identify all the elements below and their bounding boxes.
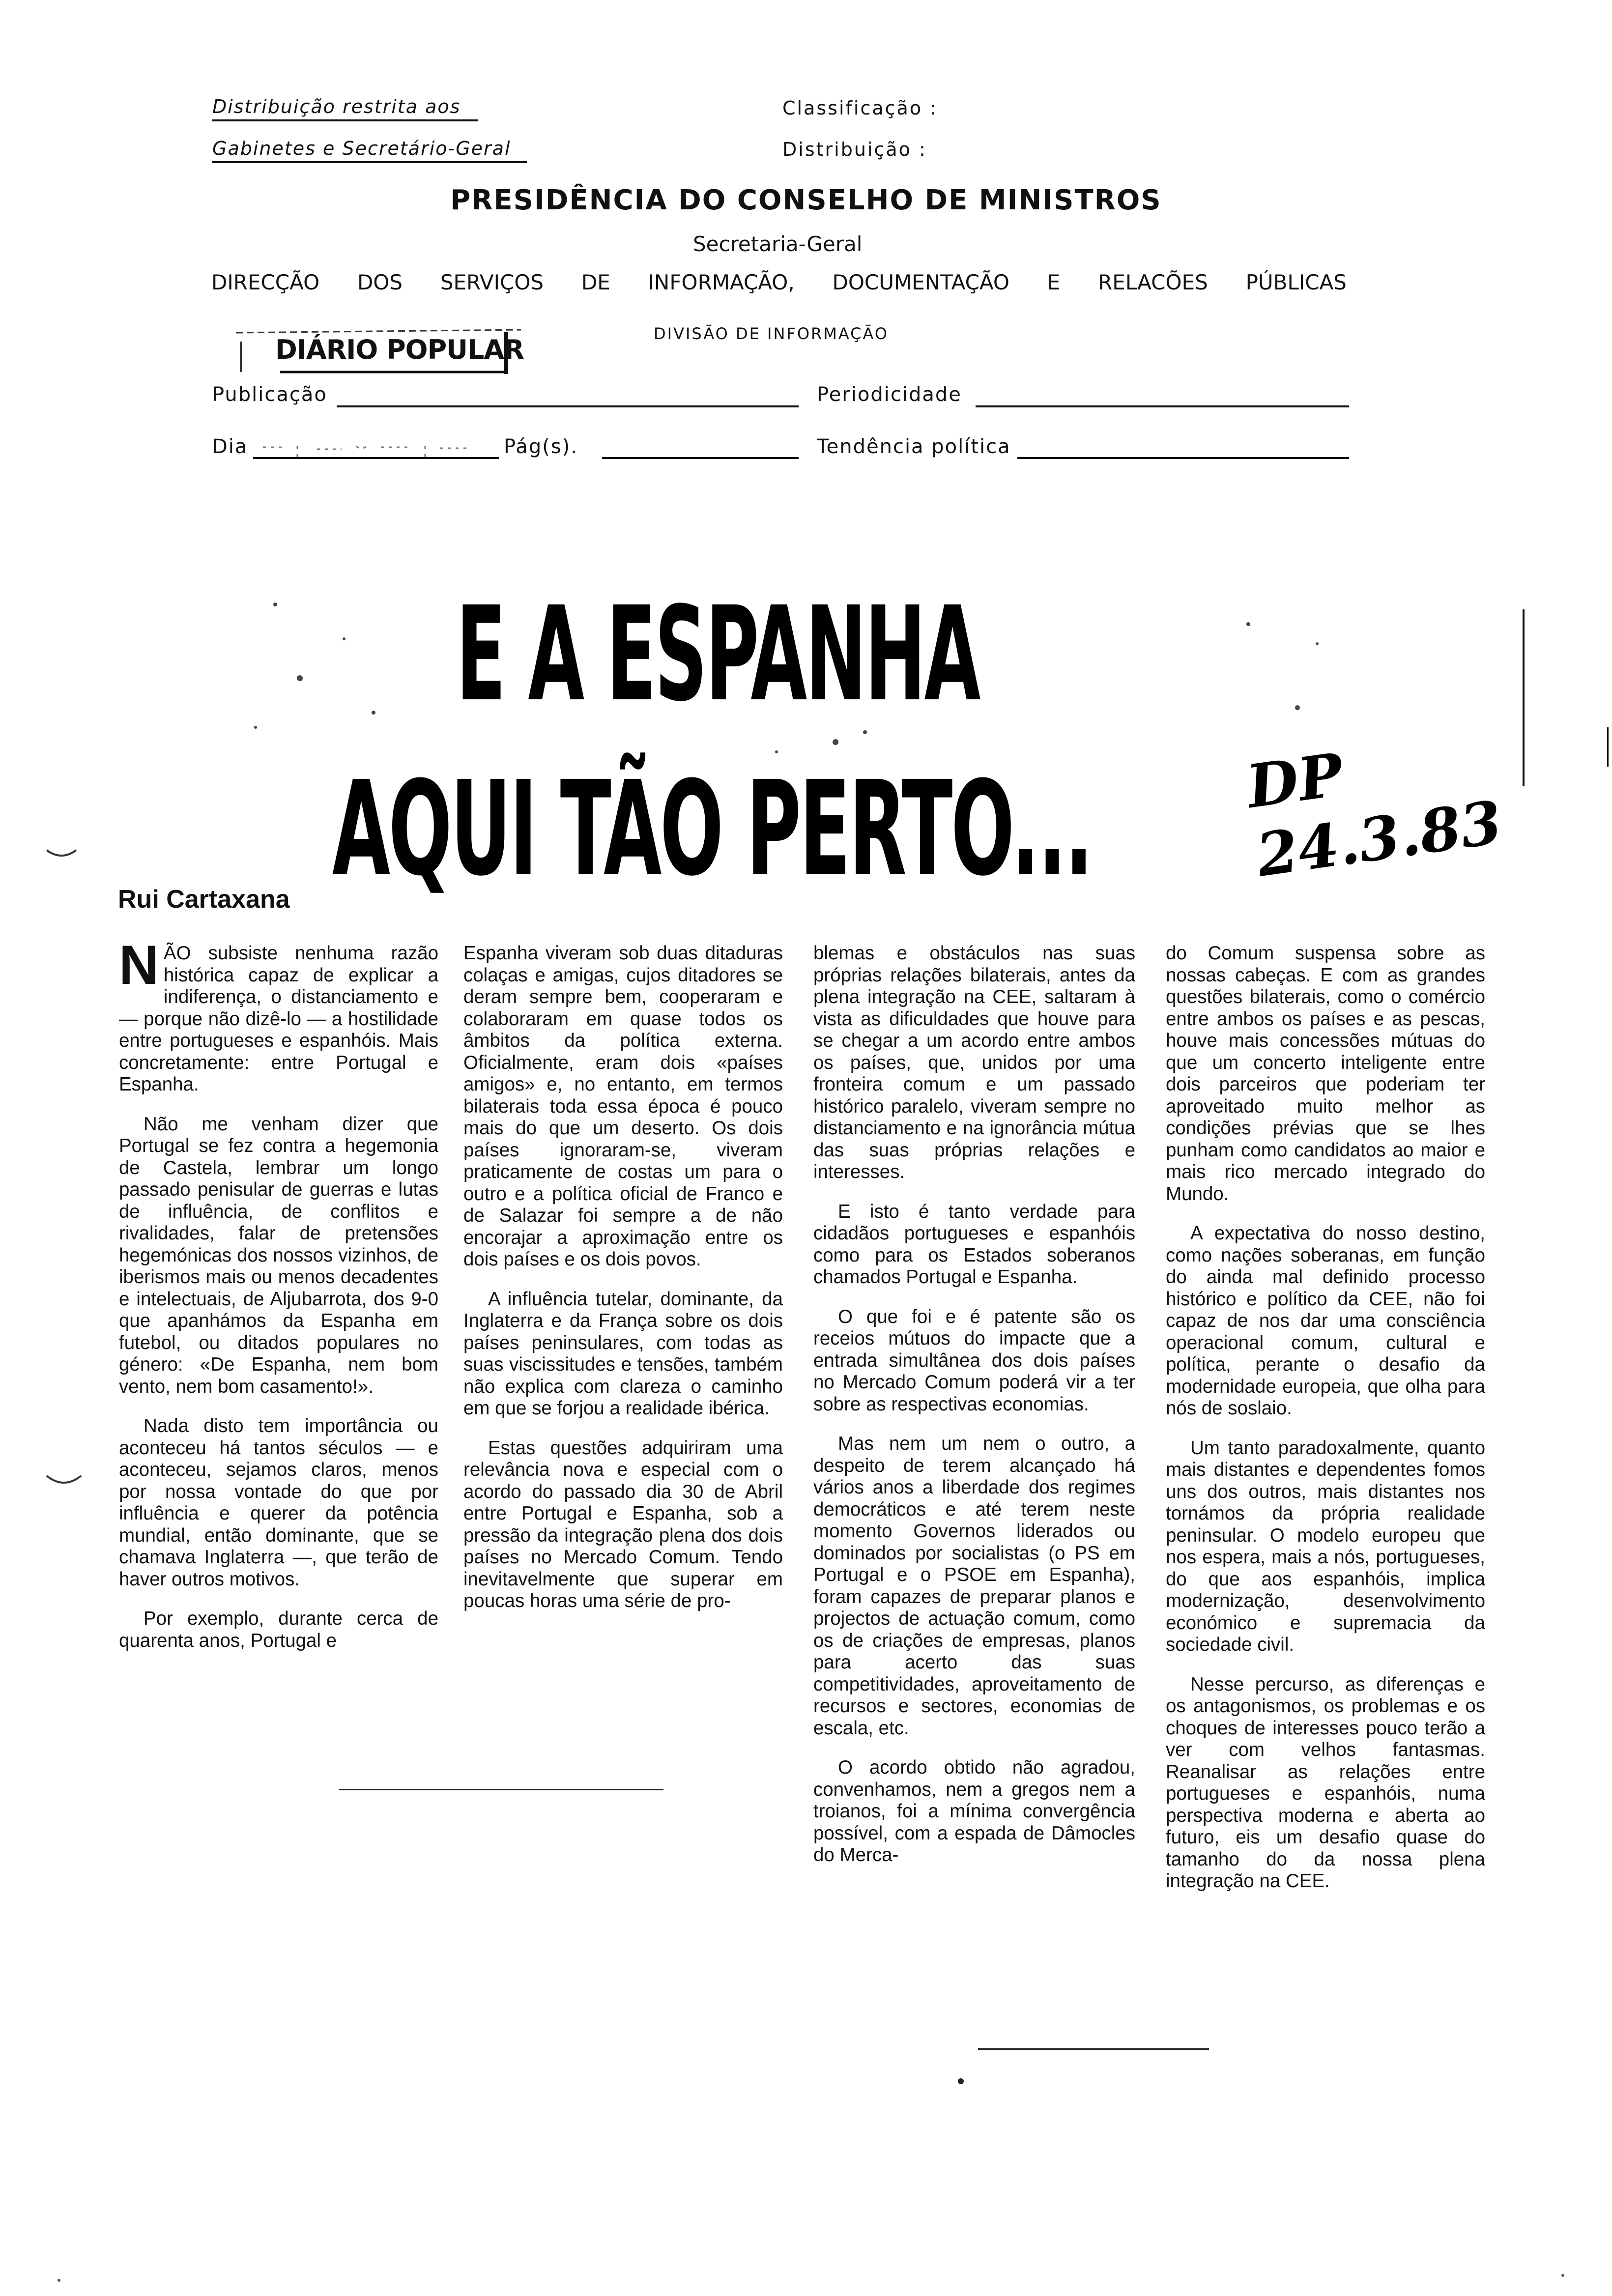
dia-field-line — [253, 457, 499, 459]
direccao-word: DE — [581, 270, 610, 294]
direccao-word: SERVIÇOS — [440, 270, 544, 294]
article-paragraph: O acordo obtido não agradou, convenhamos, nem a gregos nem a troianos, foi a mínima convergência possível, com a espada de Dâmocles do Merca- — [813, 1757, 1135, 1866]
article-paragraph: Por exemplo, durante cerca de quarenta anos, Portugal e — [119, 1608, 438, 1651]
newspaper-stamp: DIÁRIO POPULAR — [275, 334, 524, 365]
article-paragraph: Não me venham dizer que Portugal se fez contra a hegemonia de Castela, lembrar um longo passado penisular de guerras e lutas de influência, de conflitos e rivalidades, falar de pretensões hegemónicas dos nossos vizinhos, de iberismos mais ou menos decadentes e intelectuais, de Aljubarrota, dos 9-0 que apanhámos da Espanha em futebol, ou ditados populares no género: «De Espanha, nem bom vento, nem bom casamento!». — [119, 1113, 438, 1397]
article-paragraph: Mas nem um nem o outro, a despeito de terem alcançado há vários anos a liberdade dos regimes democráticos e até terem neste momento Governos liderados ou dominados por socialistas (o PS em Portugal e o PSOE em Espanha), foram capazes de preparar planos e projectos de actuação comum, como os de criações de empresas, planos para acerto das suas competitividades, aproveitamento de recursos e sectores, economias de escala, etc. — [813, 1433, 1135, 1739]
scan-speckles-bottom — [0, 2064, 1612, 2296]
article-column-4 — [1166, 943, 1485, 1910]
direccao-word: DIRECÇÃO — [211, 270, 320, 294]
handwritten-note: DP 24.3.83 — [1242, 740, 1506, 890]
direccao-word: INFORMAÇÃO, — [648, 270, 795, 294]
tendencia-field-line — [1017, 457, 1349, 459]
periodicidade-label: Periodicidade — [817, 383, 962, 406]
article-paragraph: do Comum suspensa sobre as nossas cabeças. E com as grandes questões bilaterais, como o comércio entre ambos os países e as pescas, houve mais concessões mútuas do que um concerto inteligente entre dois parceiros que poderiam ter aproveitado muito melhor as condições prévias que se lhes punham como candidatos ao maior e mais rico mercado integrado do Mundo. — [1166, 943, 1485, 1205]
article-paragraph: A expectativa do nosso destino, como nações soberanas, em função do ainda mal definido processo histórico e político da CEE, não foi capaz de nos dar uma consciência operacional comum, cultural e política, perante o desafio da modernidade europeia, que olha para nós de soslaio. — [1166, 1223, 1485, 1419]
article-paragraph: Nesse percurso, as diferenças e os antagonismos, os problemas e os choques de interesses pouco terão a ver com velhos fantasmas. Reanalisar as relações entre portugueses e espanhóis, numa perspectiva moderna e aberta ao futuro, eis um desafio quase do tamanho do da nossa plena integração na CEE. — [1166, 1673, 1485, 1892]
tendencia-politica-label: Tendência política — [817, 435, 1011, 458]
publicacao-field-line — [337, 405, 799, 407]
direccao-word: DOCUMENTAÇÃO — [832, 270, 1009, 294]
dia-label: Dia — [212, 435, 248, 458]
periodicidade-field-line — [976, 405, 1349, 407]
direccao-line — [211, 270, 1347, 294]
article-paragraph: O que foi e é patente são os receios mútuos do impacte que a entrada simultânea dos dois países no Mercado Comum poderá vir a ter sobre as respectivas economias. — [813, 1306, 1135, 1415]
article-paragraph: A influência tutelar, dominante, da Inglaterra e da França sobre os dois países peninsulares, com todas as suas viscissitudes e tensões, também não explica com clareza o caminho em que se forjou a realidade ibérica. — [463, 1288, 783, 1419]
drop-cap: N — [119, 934, 159, 996]
secretaria-geral: Secretaria-Geral — [693, 232, 863, 256]
scan-edge-mark — [1607, 727, 1609, 767]
article-paragraph: NÃO subsiste nenhuma razão histórica capaz de explicar a indiferença, o distanciamento e — porque não dizê-lo — a hostilidade entre portugueses e espanhóis. Mais concretamente: entre Portugal e Espanha. — [119, 934, 438, 1095]
article-paragraph: Um tanto paradoxalmente, quanto mais distantes e dependentes fomos uns dos outros, mais distantes nos tornámos da própria realidade peninsular. O modelo europeu que nos espera, mais a nós, portugueses, do que aos espanhóis, implica modernização, desenvolvimento económico e supremacia da sociedade civil. — [1166, 1437, 1485, 1655]
article-paragraph: blemas e obstáculos nas suas próprias relações bilaterais, antes da plena integração na CEE, saltaram à vista as dificuldades que houve para se chegar a um acordo entre ambos os países, que, unidos por uma fronteira comum e um passado histórico paralelo, viveram sempre no distanciamento e na ignorância mútua das suas próprias relações e interesses. — [813, 943, 1135, 1182]
publicacao-label: Publicação — [212, 383, 327, 406]
distribuicao-label: Distribuição : — [782, 139, 927, 160]
direccao-word: RELACÕES — [1098, 270, 1208, 294]
scan-edge-mark — [1523, 609, 1525, 786]
scan-speckles — [0, 565, 1612, 860]
article-column-1 — [119, 934, 438, 1669]
binder-hole-mark — [44, 1472, 84, 1492]
direccao-word: PÚBLICAS — [1245, 270, 1347, 294]
headline-line-2: AQUI TÃO PERTO... — [332, 753, 1092, 905]
paginas-field-line — [602, 457, 799, 459]
article-paragraph: Espanha viveram sob duas ditaduras colaças e amigas, cujos ditadores se deram sempre bem, cooperaram e colaboraram em quase todos os âmbitos da política externa. Oficialmente, eram dois «países amigos» e, no entanto, em termos bilaterais toda essa época é pouco mais do que um deserto. Os dois países ignoraram-se, viveram praticamente de costas um para o outro e a política oficial de Franco e de Salazar foi sempre a de não encorajar a aproximação entre os dois países e os dois povos. — [463, 943, 783, 1270]
article-paragraph: E isto é tanto verdade para cidadãos portugueses e espanhóis como para os Estados soberanos chamados Portugal e Espanha. — [813, 1201, 1135, 1288]
divisao-informacao: DIVISÃO DE INFORMAÇÃO — [654, 324, 889, 343]
classificacao-label: Classificação : — [782, 97, 938, 119]
faint-date-stamp — [253, 437, 499, 467]
distribution-restriction-line2: Gabinetes e Secretário-Geral — [212, 138, 527, 163]
article-paragraph: Nada disto tem importância ou aconteceu há tantos séculos — e aconteceu, sejamos claros, menos por nossa vontade do que por influência e querer da potência mundial, então dominante, que se chamava Inglaterra —, que terão de haver outros motivos. — [119, 1415, 438, 1590]
article-author: Rui Cartaxana — [118, 885, 290, 914]
ministry-title: PRESIDÊNCIA DO CONSELHO DE MINISTROS — [450, 184, 1162, 216]
article-column-3 — [813, 943, 1135, 1884]
direccao-word: DOS — [357, 270, 403, 294]
paginas-label: Pág(s). — [504, 435, 578, 458]
direccao-word: E — [1047, 270, 1061, 294]
article-paragraph: Estas questões adquiriram uma relevância nova e especial com o acordo do passado dia 30 de Abril entre Portugal e Espanha, sob a pressão da integração plena dos dois países no Mercado Comum. Tendo inevitavelmente que superar em poucas horas uma série de pro- — [463, 1437, 783, 1611]
article-column-2 — [463, 943, 783, 1630]
column-end-rule — [978, 2048, 1209, 2050]
column-end-rule — [339, 1789, 663, 1790]
distribution-restriction-line1: Distribuição restrita aos — [212, 96, 478, 121]
headline-line-1: E A ESPANHA — [456, 579, 979, 730]
